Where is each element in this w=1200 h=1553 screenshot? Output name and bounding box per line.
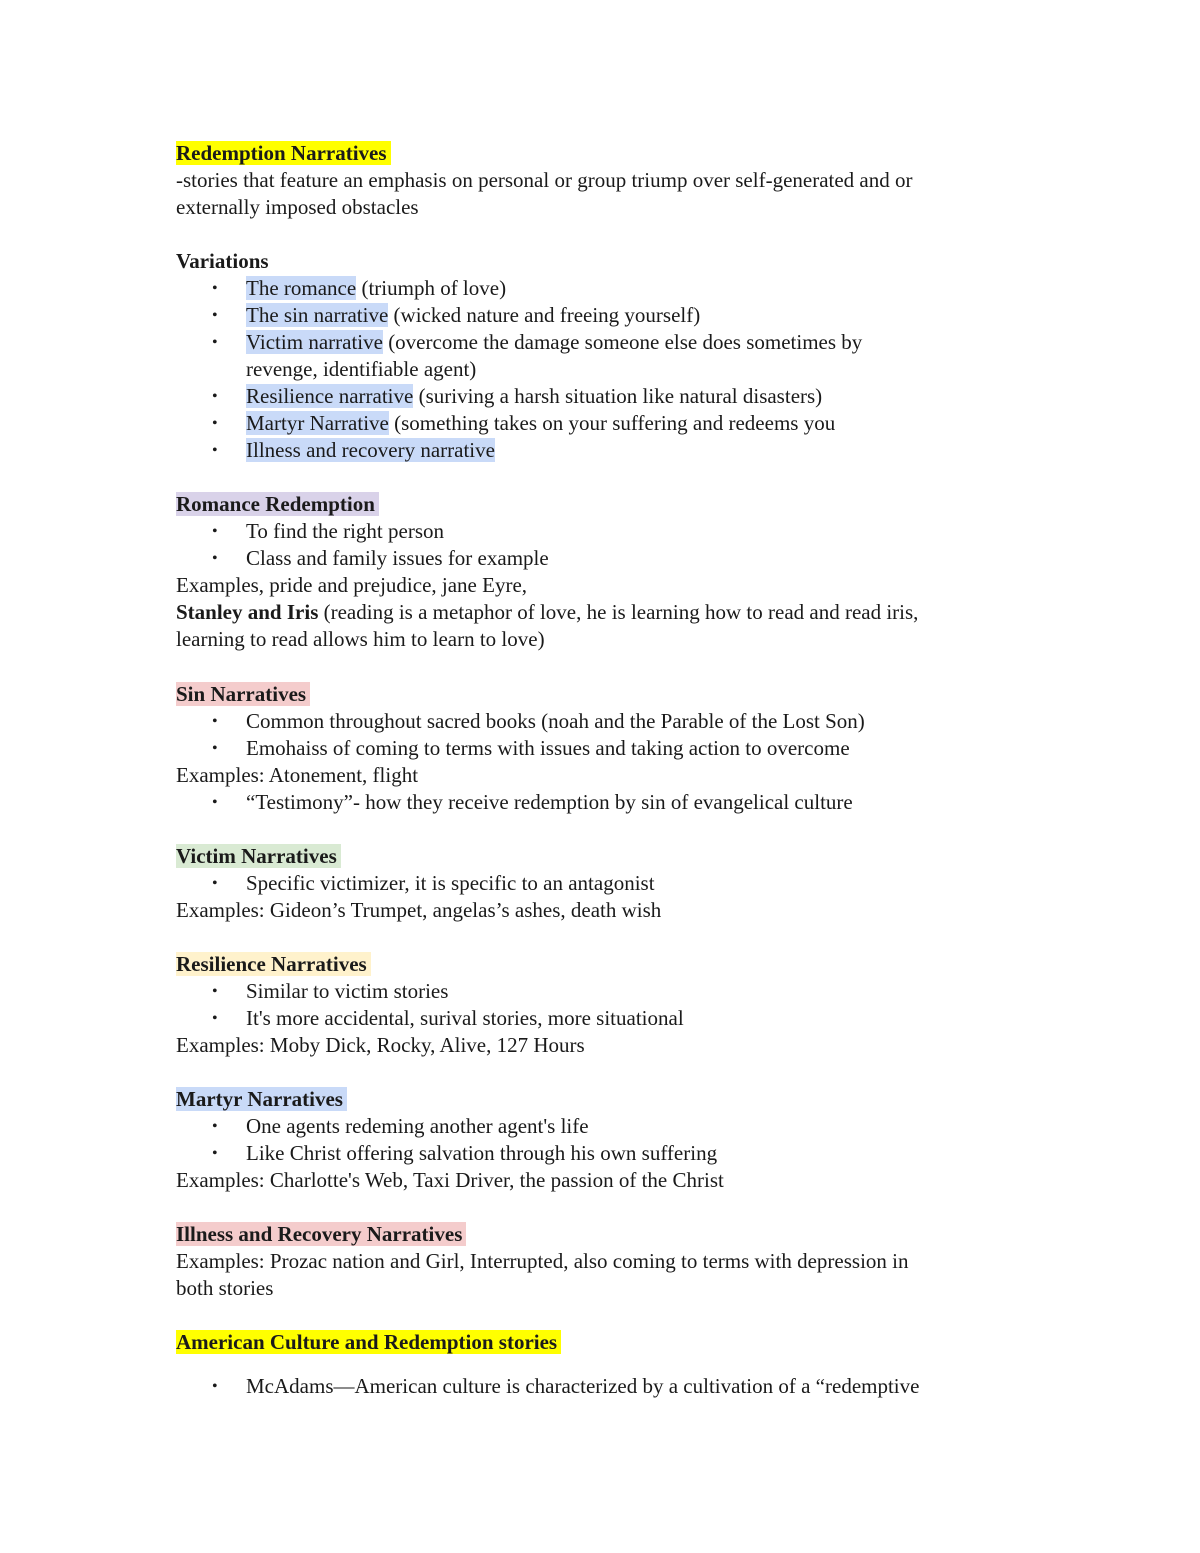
bullet-icon: • <box>212 794 218 811</box>
redemption-definition-line-2: externally imposed obstacles <box>176 195 419 219</box>
variation-desc: (something takes on your suffering and redeems you <box>388 411 836 435</box>
document-page <box>176 140 1036 1400</box>
stanley-iris-line-2: learning to read allows him to learn to love) <box>176 627 545 651</box>
bullet-icon: • <box>212 442 218 459</box>
list-item-text: Similar to victim stories <box>246 979 449 1003</box>
list-item-text: “Testimony”- how they receive redemption by sin of evangelical culture <box>246 790 853 814</box>
martyr-heading: Martyr Narratives <box>176 1087 347 1111</box>
illness-heading: Illness and Recovery Narratives <box>176 1222 466 1246</box>
bullet-icon: • <box>212 307 218 324</box>
illness-examples-line-1: Examples: Prozac nation and Girl, Interrupted, also coming to terms with depression in <box>176 1249 909 1273</box>
bullet-icon: • <box>212 875 218 892</box>
variations-heading: Variations <box>176 249 269 273</box>
bullet-icon: • <box>212 1118 218 1135</box>
resilience-examples: Examples: Moby Dick, Rocky, Alive, 127 Hours <box>176 1033 585 1057</box>
bullet-icon: • <box>212 550 218 567</box>
romance-heading: Romance Redemption <box>176 492 379 516</box>
victim-heading-line <box>176 843 1036 870</box>
martyr-examples: Examples: Charlotte's Web, Taxi Driver, the passion of the Christ <box>176 1168 724 1192</box>
martyr-heading-line <box>176 1086 1036 1113</box>
list-item <box>176 708 1036 735</box>
list-item-continuation: revenge, identifiable agent) <box>246 357 477 381</box>
list-item-text: Like Christ offering salvation through his own suffering <box>246 1141 718 1165</box>
section-redemption-heading-line <box>176 140 1036 167</box>
list-item-text: Common throughout sacred books (noah and the Parable of the Lost Son) <box>246 709 865 733</box>
list-item <box>176 1005 1036 1032</box>
redemption-heading: Redemption Narratives <box>176 141 391 165</box>
bullet-icon: • <box>212 983 218 1000</box>
list-item-text: To find the right person <box>246 519 444 543</box>
variation-desc: (triumph of love) <box>356 276 507 300</box>
victim-heading: Victim Narratives <box>176 844 341 868</box>
bullet-icon: • <box>212 388 218 405</box>
sin-examples: Examples: Atonement, flight <box>176 763 419 787</box>
list-item <box>176 275 1036 302</box>
variation-desc: (wicked nature and freeing yourself) <box>388 303 701 327</box>
list-item <box>176 545 1036 572</box>
list-item <box>176 383 1036 410</box>
bullet-icon: • <box>212 740 218 757</box>
variation-term: The romance <box>246 276 357 300</box>
list-item-text: It's more accidental, surival stories, more situational <box>246 1006 684 1030</box>
variation-term: Victim narrative <box>246 330 383 354</box>
list-item <box>176 1373 1036 1400</box>
bullet-icon: • <box>212 713 218 730</box>
bullet-icon: • <box>212 523 218 540</box>
list-item <box>176 302 1036 329</box>
variation-term: Illness and recovery narrative <box>246 438 495 462</box>
stanley-iris-desc: (reading is a metaphor of love, he is learning how to read and read iris, <box>318 600 919 624</box>
bullet-icon: • <box>212 280 218 297</box>
list-item <box>176 410 1036 437</box>
variation-term: The sin narrative <box>246 303 389 327</box>
sin-heading-line <box>176 681 1036 708</box>
romance-examples: Examples, pride and prejudice, jane Eyre, <box>176 573 528 597</box>
bullet-icon: • <box>212 415 218 432</box>
list-item <box>176 1113 1036 1140</box>
redemption-definition-line-1: -stories that feature an emphasis on personal or group triump over self-generated and or <box>176 168 913 192</box>
list-item-text: McAdams—American culture is characterized by a cultivation of a “redemptive <box>246 1374 920 1398</box>
stanley-iris-line-1 <box>176 599 1036 626</box>
american-heading-line <box>176 1329 1036 1356</box>
list-item-text: Specific victimizer, it is specific to an antagonist <box>246 871 655 895</box>
variation-term: Martyr Narrative <box>246 411 389 435</box>
bullet-icon: • <box>212 1145 218 1162</box>
illness-heading-line <box>176 1221 1036 1248</box>
list-item <box>176 329 1036 356</box>
variation-desc: (overcome the damage someone else does sometimes by <box>382 330 863 354</box>
list-item-text: Class and family issues for example <box>246 546 549 570</box>
list-item-text: Emohaiss of coming to terms with issues and taking action to overcome <box>246 736 850 760</box>
list-item <box>176 437 1036 464</box>
resilience-heading-line <box>176 951 1036 978</box>
victim-examples: Examples: Gideon’s Trumpet, angelas’s ashes, death wish <box>176 898 662 922</box>
list-item <box>176 518 1036 545</box>
list-item <box>176 978 1036 1005</box>
list-item <box>176 1140 1036 1167</box>
stanley-iris-title: Stanley and Iris <box>176 600 319 624</box>
list-item <box>176 870 1036 897</box>
list-item-text: One agents redeming another agent's life <box>246 1114 589 1138</box>
american-heading: American Culture and Redemption stories <box>176 1330 561 1354</box>
romance-heading-line <box>176 491 1036 518</box>
resilience-heading: Resilience Narratives <box>176 952 371 976</box>
illness-examples-line-2: both stories <box>176 1276 274 1300</box>
variations-heading-line <box>176 248 1036 275</box>
bullet-icon: • <box>212 1010 218 1027</box>
bullet-icon: • <box>212 1378 218 1395</box>
list-item <box>176 789 1036 816</box>
bullet-icon: • <box>212 334 218 351</box>
list-item <box>176 735 1036 762</box>
sin-heading: Sin Narratives <box>176 682 310 706</box>
variation-term: Resilience narrative <box>246 384 414 408</box>
variation-desc: (suriving a harsh situation like natural disasters) <box>413 384 823 408</box>
